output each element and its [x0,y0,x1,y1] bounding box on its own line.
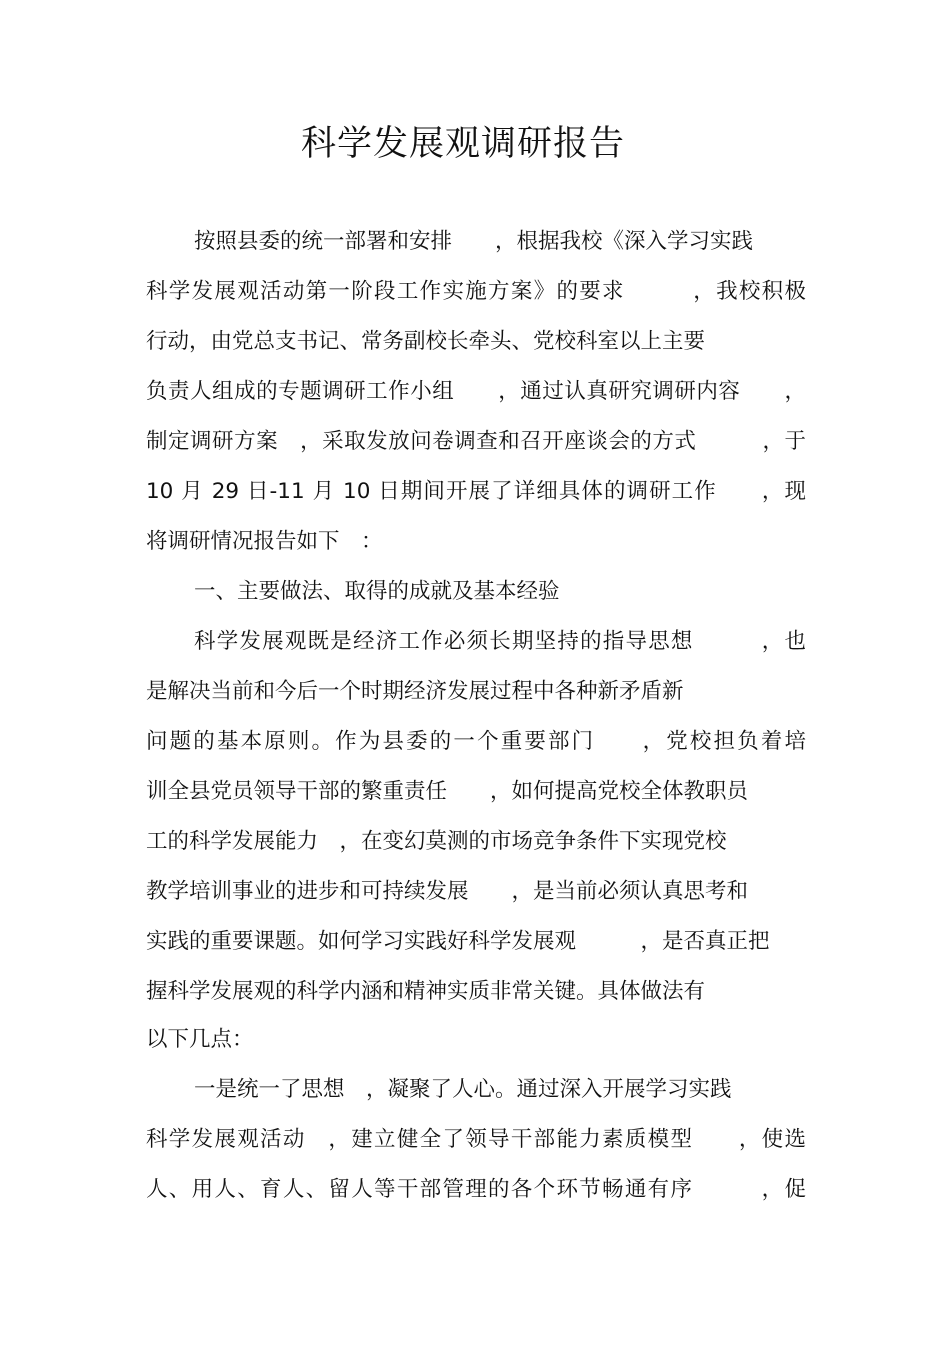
paragraph-line: 科学发展观活动第一阶段工作实施方案》的要求 ，我校积极 [146,279,806,304]
paragraph-line: 工的科学发展能力 ，在变幻莫测的市场竞争条件下实现党校 [146,829,727,854]
paragraph-line: 一是统一了思想 ，凝聚了人心。通过深入开展学习实践 [194,1077,732,1102]
paragraph-line: 行动，由党总支书记、常务副校长牵头、党校科室以上主要 [146,329,706,354]
section-heading: 一、主要做法、取得的成就及基本经验 [194,579,560,604]
paragraph-line: 按照县委的统一部署和安排 ，根据我校《深入学习实践 [194,229,754,254]
paragraph-line: 握科学发展观的科学内涵和精神实质非常关键。具体做法有 [146,979,706,1004]
paragraph-line: 教学培训事业的进步和可持续发展 ，是当前必须认真思考和 [146,879,749,904]
paragraph-line: 负责人组成的专题调研工作小组 ，通过认真研究调研内容 ， [146,379,806,404]
paragraph-line: 以下几点： [146,1027,254,1052]
paragraph-line: 是解决当前和今后一个时期经济发展过程中各种新矛盾新 [146,679,684,704]
document-title: 科学发展观调研报告 [300,124,625,164]
paragraph-line: 制定调研方案 ，采取发放问卷调查和召开座谈会的方式 ，于 [146,429,806,454]
paragraph-line: 训全县党员领导干部的繁重责任 ，如何提高党校全体教职员 [146,779,749,804]
paragraph-line: 科学发展观既是经济工作必须长期坚持的指导思想 ，也 [194,629,806,654]
paragraph-line: 科学发展观活动 ，建立健全了领导干部能力素质模型 ，使选 [146,1127,806,1152]
paragraph-line: 10 月 29 日-11 月 10 日期间开展了详细具体的调研工作 ，现 [146,479,806,504]
paragraph-line: 问题的基本原则。作为县委的一个重要部门 ，党校担负着培 [146,729,806,754]
paragraph-line: 实践的重要课题。如何学习实践好科学发展观 ，是否真正把 [146,929,770,954]
paragraph-line: 将调研情况报告如下 ： [146,529,383,554]
paragraph-line: 人、用人、育人、留人等干部管理的各个环节畅通有序 ，促 [146,1177,806,1202]
